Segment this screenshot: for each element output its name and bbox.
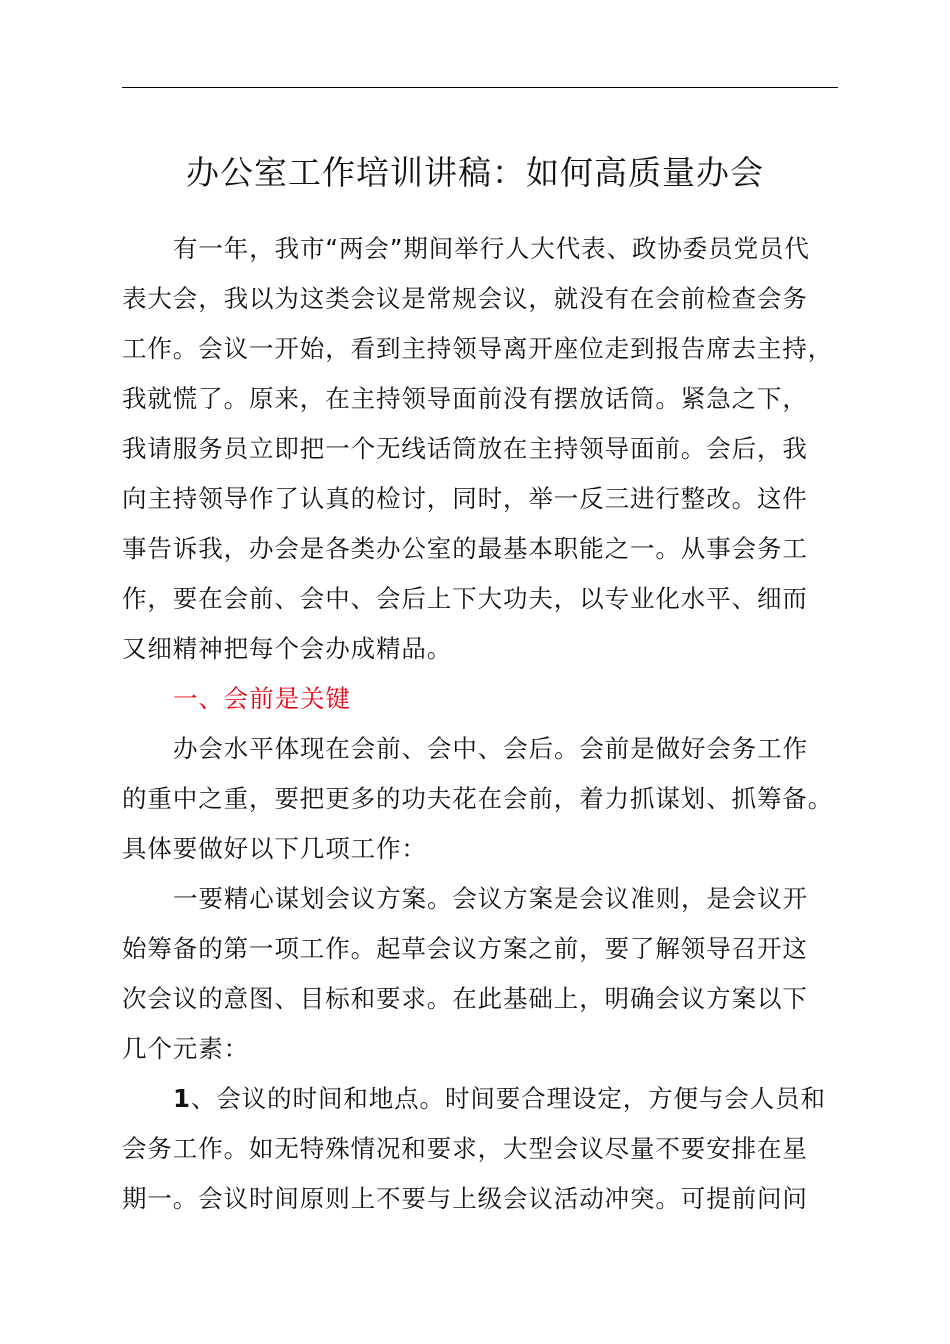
paragraph-4-line-3: 期一。会议时间原则上不要与上级会议活动冲突。可提前问问 — [122, 1184, 808, 1213]
paragraph-3-line-1: 一要精心谋划会议方案。会议方案是会议准则，是会议开 — [173, 884, 808, 913]
paragraph-1-line-4: 我就慌了。原来，在主持领导面前没有摆放话筒。紧急之下， — [122, 384, 808, 413]
header-rule — [122, 87, 838, 88]
paragraph-3-line-2: 始筹备的第一项工作。起草会议方案之前，要了解领导召开这 — [122, 934, 808, 963]
item-text: 、会议的时间和地点。时间要合理设定，方便与会人员和 — [190, 1084, 826, 1113]
paragraph-1-line-7: 事告诉我，办会是各类办公室的最基本职能之一。从事会务工 — [122, 534, 808, 563]
paragraph-1-line-9: 又细精神把每个会办成精品。 — [122, 634, 453, 663]
paragraph-4-line-1 — [122, 1074, 838, 1124]
item-number: 1 — [173, 1084, 191, 1113]
paragraph-1-line-8: 作，要在会前、会中、会后上下大功夫，以专业化水平、细而 — [122, 584, 808, 613]
paragraph-4-line-2: 会务工作。如无特殊情况和要求，大型会议尽量不要安排在星 — [122, 1134, 808, 1163]
document-body — [122, 224, 838, 1224]
paragraph-1-line-3: 工作。会议一开始，看到主持领导离开座位走到报告席去主持， — [122, 334, 834, 363]
paragraph-2-line-3: 具体要做好以下几项工作： — [122, 834, 427, 863]
paragraph-2-line-2: 的重中之重，要把更多的功夫花在会前，着力抓谋划、抓筹备。 — [122, 784, 834, 813]
paragraph-1-line-6: 向主持领导作了认真的检讨，同时，举一反三进行整改。这件 — [122, 484, 808, 513]
section-heading: 一、会前是关键 — [173, 684, 351, 713]
paragraph-1-line-1: 有一年，我市“两会”期间举行人大代表、政协委员党员代 — [173, 234, 810, 263]
document-title: 办公室工作培训讲稿：如何高质量办会 — [186, 153, 764, 192]
paragraph-1-line-2: 表大会，我以为这类会议是常规会议，就没有在会前检查会务 — [122, 284, 808, 313]
paragraph-1-line-5: 我请服务员立即把一个无线话筒放在主持领导面前。会后，我 — [122, 434, 808, 463]
paragraph-3-line-4: 几个元素： — [122, 1034, 249, 1063]
paragraph-2-line-1: 办会水平体现在会前、会中、会后。会前是做好会务工作 — [173, 734, 808, 763]
paragraph-3-line-3: 次会议的意图、目标和要求。在此基础上，明确会议方案以下 — [122, 984, 808, 1013]
